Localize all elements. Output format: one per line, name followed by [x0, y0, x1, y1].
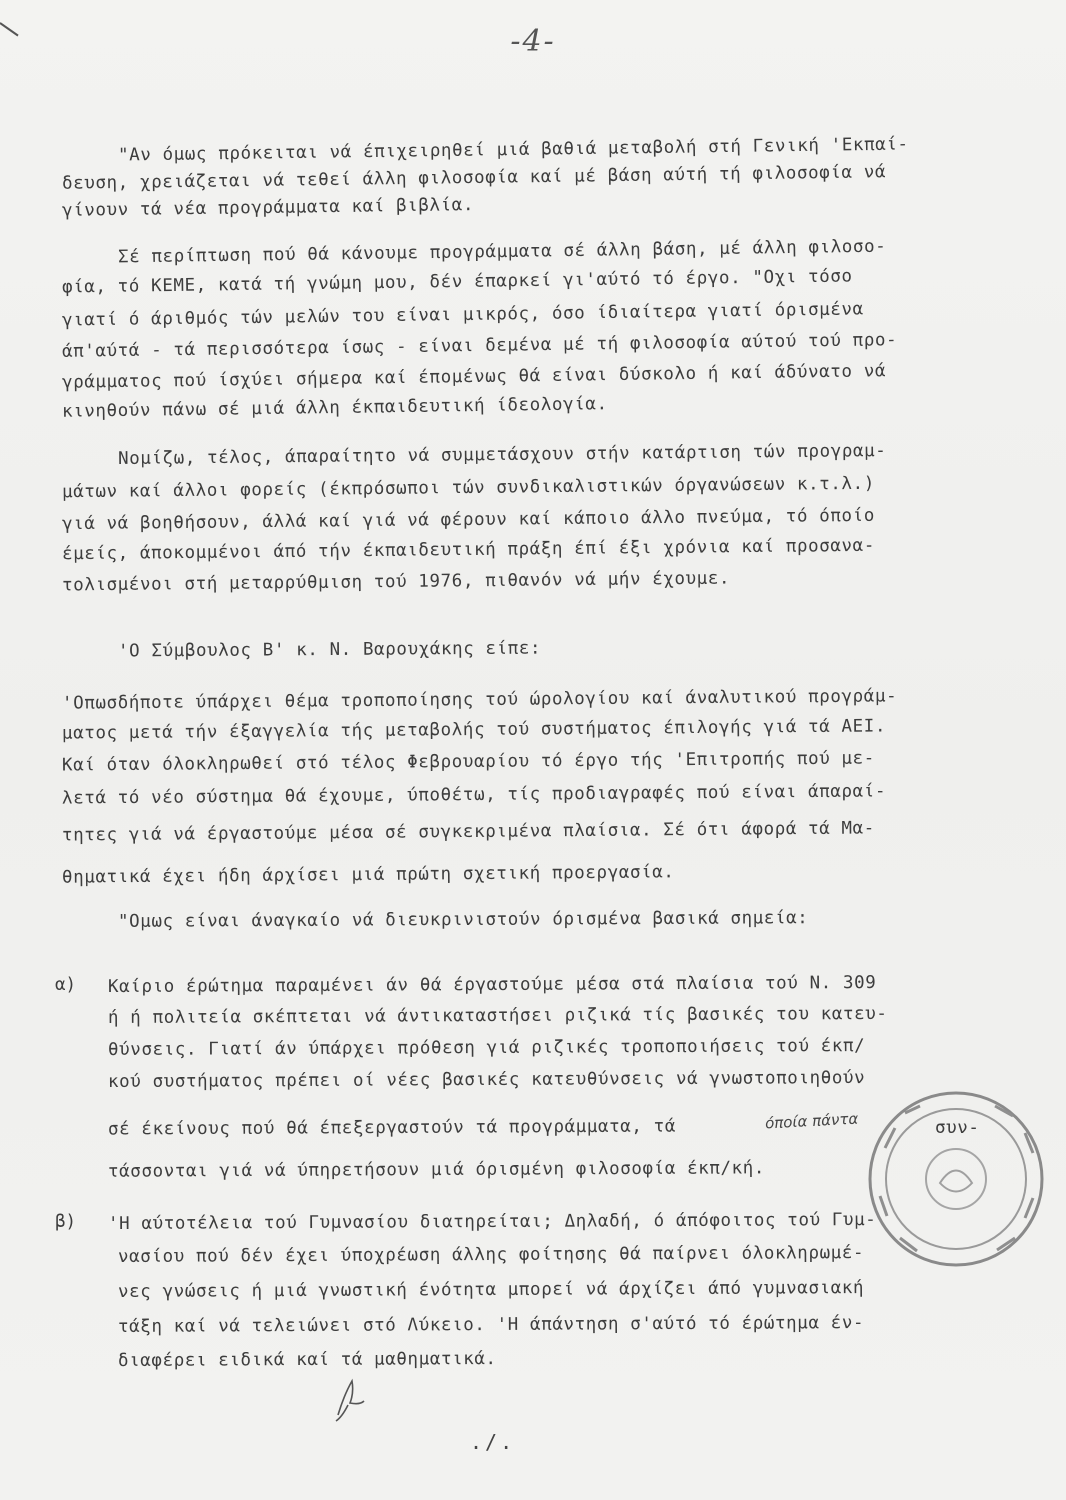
- text-line: τητες γιά νά έργαστούμε μέσα σέ συγκεκριμένα πλαίσια. Σέ ότι άφορά τά Μα-: [61, 818, 875, 846]
- text-line: γιά νά βοηθήσουν, άλλά καί γιά νά φέρουν καί κάποιο άλλο πνεύμα, τό όποίο: [61, 505, 876, 535]
- text-line: τολισμένοι στή μεταρρύθμιση τού 1976, πιθανόν νά μήν έχουμε.: [61, 568, 731, 596]
- text-line: άπ'αύτά - τά περισσότερα ίσως - είναι δεμένα μέ τή φιλοσοφία αύτού τού προ-: [61, 330, 898, 362]
- text-line: μάτων καί άλλοι φορείς (έκπρόσωποι τών συνδικαλιστικών όργανώσεων κ.τ.λ.): [61, 473, 876, 503]
- text-line: φία, τό ΚΕΜΕ, κατά τή γνώμη μου, δέν έπαρκεί γι'αύτό τό έργο. "Οχι τόσο: [61, 266, 853, 298]
- list-label-beta: β): [55, 1212, 77, 1232]
- text-line: γιατί ό άριθμός τών μελών του είναι μικρός, όσο ίδιαίτερα γιατί όρισμένα: [61, 299, 864, 331]
- text-line: λετά τό νέο σύστημα θά έχουμε, ύποθέτω, τίς προδιαγραφές πού είναι άπαραί-: [61, 781, 887, 809]
- text-line: θύνσεις. Γιατί άν ύπάρχει πρόθεση γιά ριζικές τροποποιήσεις τού έκπ/: [107, 1036, 866, 1060]
- list-label-alpha: α): [55, 975, 77, 995]
- text-line: γράμματος πού ίσχύει σήμερα καί έπομένως θά είναι δύσκολο ή καί άδύνατο νά: [61, 361, 887, 393]
- text-line: θηματικά έχει ήδη άρχίσει μιά πρώτη σχετική προεργασία.: [61, 862, 675, 888]
- text-line: Καίριο έρώτημα παραμένει άν θά έργαστούμε μέσα στά πλαίσια τού Ν. 309: [107, 972, 877, 998]
- text-line: "Ομως είναι άναγκαίο νά διευκρινιστούν όρισμένα βασικά σημεία:: [117, 908, 809, 932]
- text-line: δευση, χρειάζεται νά τεθεί άλλη φιλοσοφία καί μέ βάση αύτή τή φιλοσοφία νά: [61, 162, 887, 194]
- text-line: κινηθούν πάνω σέ μιά άλλη έκπαιδευτική ίδεολογία.: [61, 394, 608, 422]
- text-line: σέ έκείνους πού θά έπεξεργαστούν τά προγράμματα, τά: [107, 1116, 676, 1140]
- handwritten-insert: όποία πάντα: [764, 1109, 859, 1133]
- text-line: Νομίζω, τέλος, άπαραίτητο νά συμμετάσχουν στήν κατάρτιση τών προγραμ-: [117, 440, 887, 470]
- text-line: 'Η αύτοτέλεια τού Γυμνασίου διατηρείται; Δηλαδή, ό άπόφοιτος τού Γυμ-: [107, 1209, 877, 1235]
- official-stamp: [865, 1088, 1047, 1270]
- text-line: νες γνώσεις ή μιά γνωστική ένότητα μπορεί νά άρχίζει άπό γυμνασιακή: [117, 1278, 865, 1302]
- text-line: "Αν όμως πρόκειται νά έπιχειρηθεί μιά βαθιά μεταβολή στή Γενική 'Εκπαί-: [117, 134, 909, 166]
- page-number: -4-: [510, 24, 556, 59]
- text-line: 'Οπωσδήποτε ύπάρχει θέμα τροποποίησης τού ώρολογίου καί άναλυτικού προγράμ-: [61, 686, 898, 714]
- end-mark: ./.: [470, 1430, 516, 1454]
- text-line: ματος μετά τήν έξαγγελία τής μεταβολής τού συστήματος έπιλογής γιά τά ΑΕΙ.: [61, 716, 887, 744]
- text-line: Καί όταν όλοκληρωθεί στό τέλος Φεβρουαρίου τό έργο τής 'Επιτροπής πού με-: [61, 748, 875, 776]
- speaker-line: 'Ο Σύμβουλος Β' κ. Ν. Βαρουχάκης είπε:: [117, 638, 542, 662]
- text-line: γίνουν τά νέα προγράμματα καί βιβλία.: [61, 195, 475, 221]
- signature-mark: [330, 1375, 370, 1425]
- text-line: νασίου πού δέν έχει ύποχρέωση άλλης φοίτησης θά παίρνει όλοκληρωμέ-: [117, 1243, 865, 1267]
- text-line: τάσσονται γιά νά ύπηρετήσουν μιά όρισμένη φιλοσοφία έκπ/κή.: [107, 1158, 766, 1182]
- text-line: διαφέρει ειδικά καί τά μαθηματικά.: [117, 1349, 497, 1371]
- text-line: τάξη καί νά τελειώνει στό Λύκειο. 'Η άπάντηση σ'αύτό τό έρώτημα έν-: [117, 1313, 865, 1337]
- text-line: συν-: [935, 1118, 980, 1138]
- text-line: Σέ περίπτωση πού θά κάνουμε προγράμματα σέ άλλη βάση, μέ άλλη φιλοσο-: [117, 236, 887, 268]
- text-line: έμείς, άποκομμένοι άπό τήν έκπαιδευτική πράξη έπί έξι χρόνια καί προσανα-: [61, 535, 876, 565]
- text-line: κού συστήματος πρέπει οί νέες βασικές κατευθύνσεις νά γνωστοποιηθούν: [107, 1068, 866, 1092]
- text-line: ή ή πολιτεία σκέπτεται νά άντικαταστήσει ριζικά τίς βασικές του κατευ-: [107, 1003, 888, 1029]
